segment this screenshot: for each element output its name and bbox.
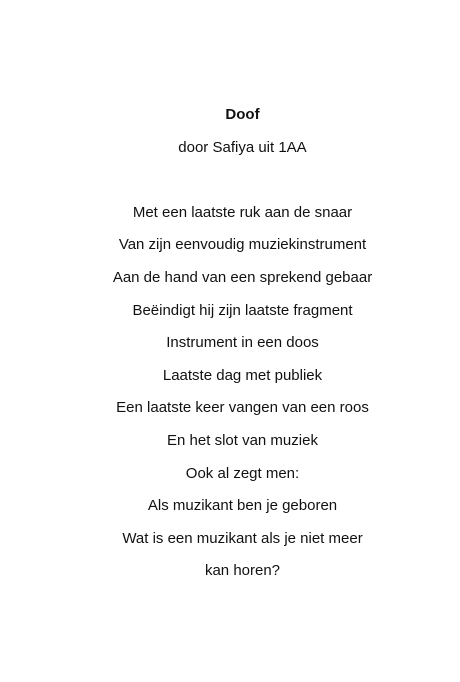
poem-line: Aan de hand van een sprekend gebaar xyxy=(112,268,373,286)
poem-line: kan horen? xyxy=(204,562,281,580)
poem-line: Instrument in een doos xyxy=(166,334,319,352)
poem-line: En het slot van muziek xyxy=(167,431,318,449)
poem-line: Ook al zegt men: xyxy=(185,464,300,482)
poem-line: Een laatste keer vangen van een roos xyxy=(116,399,369,417)
poem-line: Met een laatste ruk aan de snaar xyxy=(132,203,353,221)
stanza-gap xyxy=(0,164,460,197)
poem-line: Wat is een muzikant als je niet meer xyxy=(122,529,363,547)
poem-line: Beëindigt hij zijn laatste fragment xyxy=(132,301,353,319)
poem-line: Als muzikant ben je geboren xyxy=(147,497,338,515)
poem-line: Van zijn eenvoudig muziekinstrument xyxy=(118,236,367,254)
poem-byline: door Safiya uit 1AA xyxy=(178,138,307,156)
poem-title: Doof xyxy=(225,106,260,123)
poem-line: Laatste dag met publiek xyxy=(162,366,323,384)
poem xyxy=(0,99,460,588)
